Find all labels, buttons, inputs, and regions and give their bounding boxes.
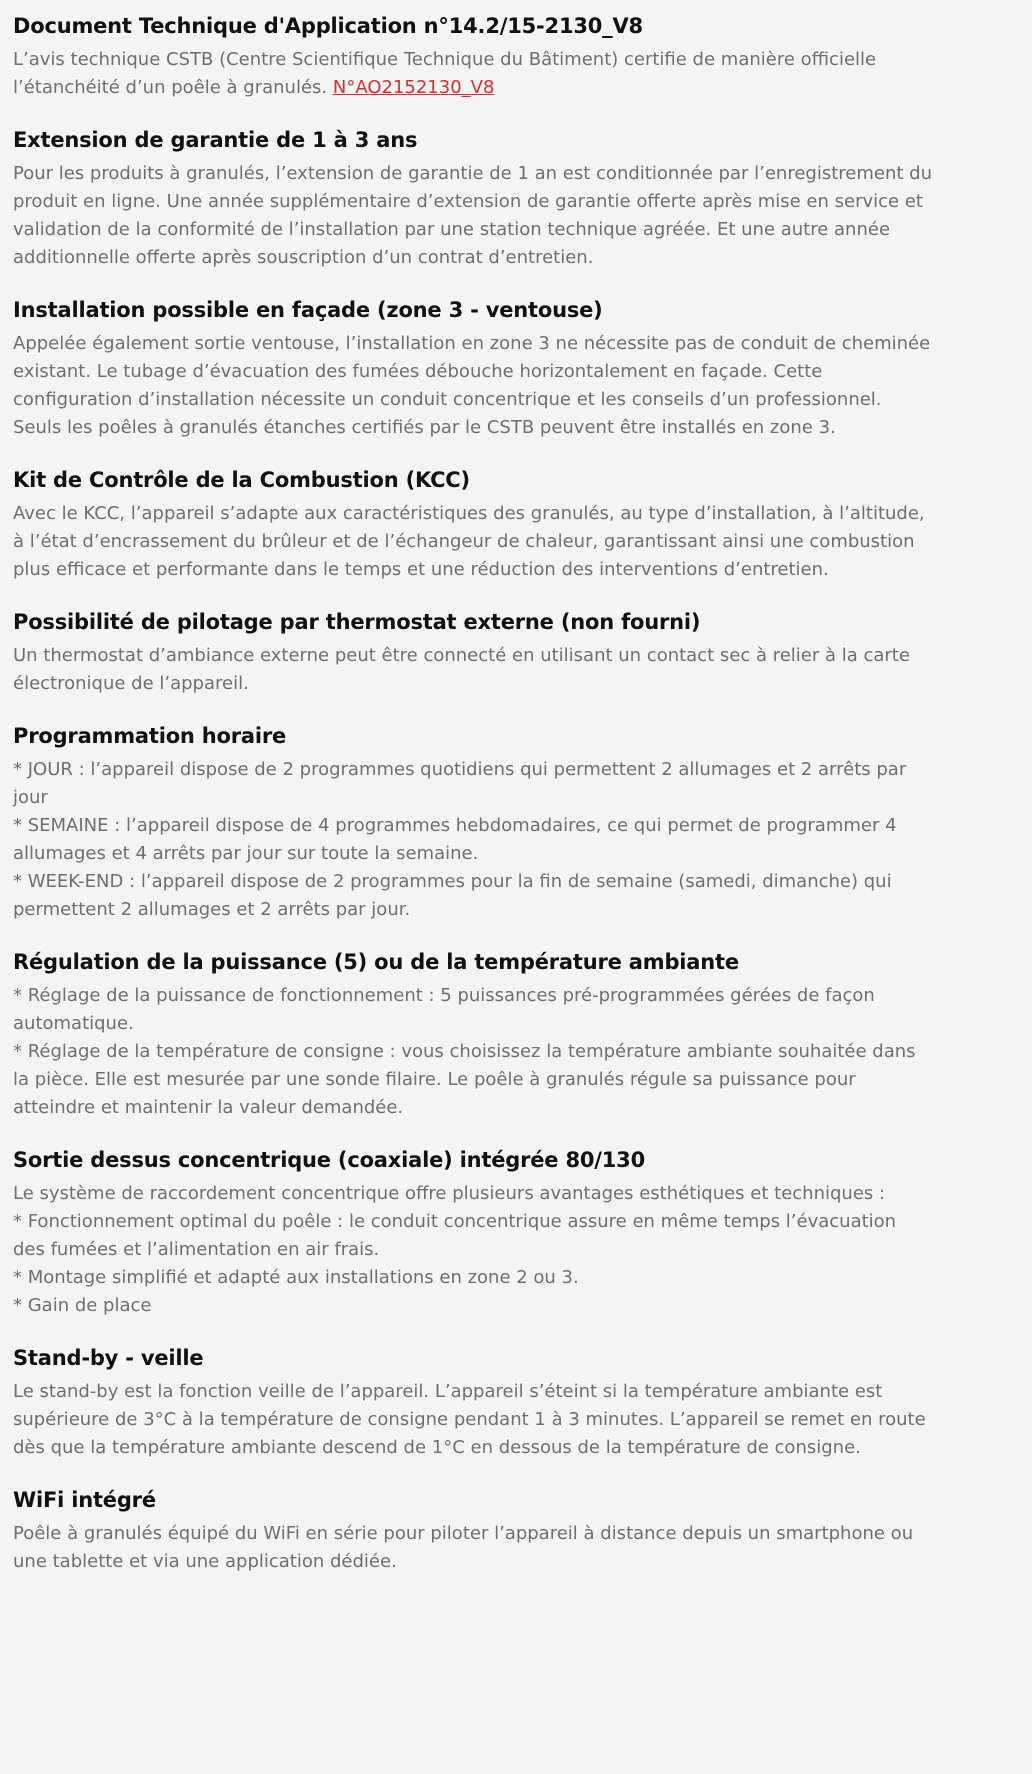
section-title: Programmation horaire — [13, 724, 287, 748]
section-text: Avec le KCC, l’appareil s’adapte aux caractéristiques des granulés, au type d’installation, à l’altitude, à l’état d’encrassement du brûleur et de l’échangeur de chaleur, garantissant ainsi une combustion plus efficace et performante dans le temps et une réduction des interventions d’entretien. — [13, 503, 925, 580]
section-text: Un thermostat d’ambiance externe peut être connecté en utilisant un contact sec à relier à la carte électronique de l’appareil. — [13, 645, 910, 694]
section-regulation — [13, 948, 933, 1122]
section-text: Appelée également sortie ventouse, l’installation en zone 3 ne nécessite pas de conduit de cheminée existant. Le tubage d’évacuation des fumées débouche horizontalement en façade. Cette configuration d’installation nécessite un conduit concentrique et les conseils d’un professionnel. Seuls les poêles à granulés étanches certifiés par le CSTB peuvent être installés en zone 3. — [13, 333, 931, 438]
section-programming — [13, 722, 933, 924]
section-kcc — [13, 466, 933, 584]
section-text: Pour les produits à granulés, l’extension de garantie de 1 an est conditionnée par l’enregistrement du produit en ligne. Une année supplémentaire d’extension de garantie offerte après mise en service et validation de la conformité de l’installation par une station technique agréée. Et une autre année additionnelle offerte après souscription d’un contrat d’entretien. — [13, 163, 932, 268]
section-title: Sortie dessus concentrique (coaxiale) intégrée 80/130 — [13, 1148, 645, 1172]
list-item: * SEMAINE : l’appareil dispose de 4 programmes hebdomadaires, ce qui permet de programmer 4 allumages et 4 arrêts par jour sur toute la semaine. — [13, 815, 897, 864]
section-text — [13, 1180, 933, 1320]
list-item: * Gain de place — [13, 1295, 152, 1316]
section-title: Document Technique d'Application n°14.2/15-2130_V8 — [13, 14, 643, 38]
section-title: WiFi intégré — [13, 1488, 156, 1512]
section-facade-installation — [13, 296, 933, 442]
section-concentric-outlet — [13, 1146, 933, 1320]
section-text: Le stand-by est la fonction veille de l’appareil. L’appareil s’éteint si la température ambiante est supérieure de 3°C à la température de consigne pendant 1 à 3 minutes. L’appareil se remet en route dès que la température ambiante descend de 1°C en dessous de la température de consigne. — [13, 1381, 926, 1458]
section-thermostat — [13, 608, 933, 698]
list-item: * Réglage de la température de consigne : vous choisissez la température ambiante souhaitée dans la pièce. Elle est mesurée par une sonde filaire. Le poêle à granulés régule sa puissance pour atteindre et maintenir la valeur demandée. — [13, 1041, 916, 1118]
section-wifi — [13, 1486, 933, 1576]
list-item: * Réglage de la puissance de fonctionnement : 5 puissances pré-programmées gérées de façon automatique. — [13, 985, 875, 1034]
section-title: Kit de Contrôle de la Combustion (KCC) — [13, 468, 470, 492]
list-item: * Fonctionnement optimal du poêle : le conduit concentrique assure en même temps l’évacuation des fumées et l’alimentation en air frais. — [13, 1211, 897, 1260]
section-text — [13, 46, 933, 102]
section-title: Régulation de la puissance (5) ou de la température ambiante — [13, 950, 739, 974]
dta-document-link[interactable]: N°AO2152130_V8 — [332, 77, 495, 98]
section-standby — [13, 1344, 933, 1462]
section-dta — [13, 12, 933, 102]
list-item: Le système de raccordement concentrique offre plusieurs avantages esthétiques et techniques : — [13, 1183, 886, 1204]
section-text — [13, 756, 933, 924]
section-text: Poêle à granulés équipé du WiFi en série pour piloter l’appareil à distance depuis un smartphone ou une tablette et via une application dédiée. — [13, 1523, 914, 1572]
list-item: * JOUR : l’appareil dispose de 2 programmes quotidiens qui permettent 2 allumages et 2 arrêts par jour — [13, 759, 907, 808]
section-warranty — [13, 126, 933, 272]
section-text — [13, 982, 933, 1122]
section-title: Possibilité de pilotage par thermostat externe (non fourni) — [13, 610, 701, 634]
section-title: Installation possible en façade (zone 3 - ventouse) — [13, 298, 603, 322]
list-item: * WEEK-END : l’appareil dispose de 2 programmes pour la fin de semaine (samedi, dimanche) qui permettent 2 allumages et 2 arrêts par jour. — [13, 871, 892, 920]
section-title: Extension de garantie de 1 à 3 ans — [13, 128, 418, 152]
section-text-body: L’avis technique CSTB (Centre Scientifique Technique du Bâtiment) certifie de manière officielle l’étanchéité d’un poêle à granulés. — [13, 49, 877, 98]
section-title: Stand-by - veille — [13, 1346, 204, 1370]
list-item: * Montage simplifié et adapté aux installations en zone 2 ou 3. — [13, 1267, 579, 1288]
